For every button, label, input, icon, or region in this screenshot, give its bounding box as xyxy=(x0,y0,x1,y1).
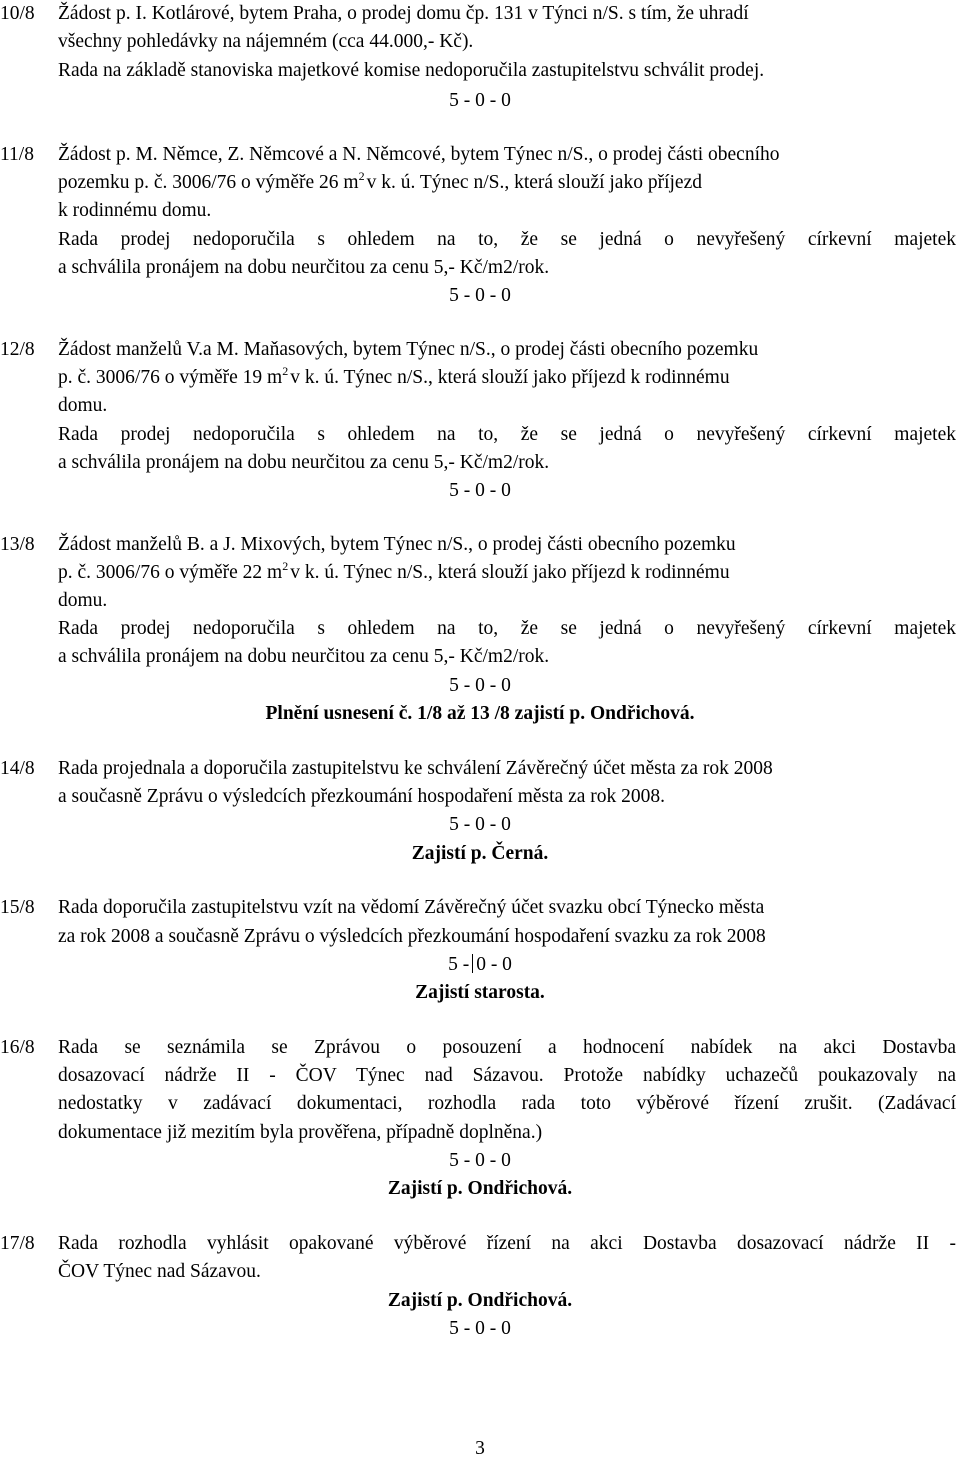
item-line: Žádost manželů V.a M. Maňasových, bytem Týnec n/S., o prodej části obecního pozemku xyxy=(58,339,759,360)
item-line-area xyxy=(58,171,702,195)
responsible-person: Zajistí p. Ondřichová. xyxy=(387,1178,573,1199)
area-text: pozemku p. č. 3006/76 o výměře 26 m xyxy=(58,172,359,193)
area-superscript: 2 xyxy=(282,559,289,573)
item-number: 12/8 xyxy=(0,339,35,360)
item-line: ČOV Týnec nad Sázavou. xyxy=(58,1261,261,1282)
item-line: Rada prodej nedoporučila s ohledem na to, že se jedná o nevyřešený církevní majetek xyxy=(58,618,956,639)
item-line: Rada se seznámila se Zprávou o posouzení a hodnocení nabídek na akci Dostavba xyxy=(58,1037,956,1058)
item-line: všechny pohledávky na nájemném (cca 44.000,- Kč). xyxy=(58,31,474,52)
area-text-rest: v k. ú. Týnec n/S., která slouží jako příjezd k rodinnému xyxy=(290,367,730,388)
item-line: Žádost manželů B. a J. Mixových, bytem Týnec n/S., o prodej části obecního pozemku xyxy=(58,534,736,555)
item-line: za rok 2008 a současně Zprávu o výsledcích přezkoumání hospodaření svazku za rok 2008 xyxy=(58,926,766,947)
item-line: nedostatky v zadávací dokumentaci, rozhodla rada toto výběrové řízení zrušit. (Zadávací xyxy=(58,1093,956,1114)
item-number: 11/8 xyxy=(0,144,34,165)
item-line: domu. xyxy=(58,590,108,611)
vote-result: 5 - 0 - 0 xyxy=(449,285,511,306)
vote-result xyxy=(0,953,960,977)
vote-result: 5 - 0 - 0 xyxy=(449,1318,511,1339)
item-number: 14/8 xyxy=(0,758,35,779)
responsible-person: Zajistí p. Ondřichová. xyxy=(387,1290,573,1311)
item-line: domu. xyxy=(58,395,108,416)
item-number: 10/8 xyxy=(0,3,35,24)
item-line: Rada rozhodla vyhlásit opakované výběrové řízení na akci Dostavba dosazovací nádrže II - xyxy=(58,1233,956,1254)
text-cursor xyxy=(472,954,473,973)
item-line: a současně Zprávu o výsledcích přezkoumání hospodaření města za rok 2008. xyxy=(58,786,666,807)
vote-result: 5 - 0 - 0 xyxy=(449,675,511,696)
item-line: a schválila pronájem na dobu neurčitou za cenu 5,- Kč/m2/rok. xyxy=(58,452,550,473)
area-superscript: 2 xyxy=(358,169,365,183)
page-number: 3 xyxy=(475,1438,485,1459)
area-text-rest: v k. ú. Týnec n/S., která slouží jako příjezd xyxy=(366,172,702,193)
item-line-area xyxy=(58,366,730,390)
vote-result-part: 5 - xyxy=(448,954,470,975)
area-text-rest: v k. ú. Týnec n/S., která slouží jako příjezd k rodinnému xyxy=(290,562,730,583)
area-text: p. č. 3006/76 o výměře 19 m xyxy=(58,367,283,388)
vote-result-part: 0 - 0 xyxy=(476,954,512,975)
item-number: 13/8 xyxy=(0,534,35,555)
item-line: dosazovací nádrže II - ČOV Týnec nad Sázavou. Protože nabídky uchazečů poukazovaly na xyxy=(58,1065,956,1086)
area-superscript: 2 xyxy=(282,364,289,378)
vote-result: 5 - 0 - 0 xyxy=(449,480,511,501)
responsible-person: Zajistí starosta. xyxy=(415,982,545,1003)
item-line: k rodinnému domu. xyxy=(58,200,212,221)
item-line: a schválila pronájem na dobu neurčitou za cenu 5,- Kč/m2/rok. xyxy=(58,257,550,278)
item-number: 17/8 xyxy=(0,1233,35,1254)
fulfilment-note: Plnění usnesení č. 1/8 až 13 /8 zajistí p. Ondřichová. xyxy=(265,703,695,724)
item-line: Rada doporučila zastupitelstvu vzít na vědomí Závěrečný účet svazku obcí Týnecko města xyxy=(58,897,765,918)
vote-result: 5 - 0 - 0 xyxy=(449,1150,511,1171)
responsible-person: Zajistí p. Černá. xyxy=(411,843,549,864)
item-line: Žádost p. M. Němce, Z. Němcové a N. Němcové, bytem Týnec n/S., o prodej části obecního xyxy=(58,144,780,165)
item-line: Žádost p. I. Kotlárové, bytem Praha, o prodej domu čp. 131 v Týnci n/S. s tím, že uhradí xyxy=(58,3,749,24)
vote-result: 5 - 0 - 0 xyxy=(449,90,511,111)
item-line-area xyxy=(58,561,730,585)
item-line: Rada prodej nedoporučila s ohledem na to, že se jedná o nevyřešený církevní majetek xyxy=(58,424,956,445)
vote-result: 5 - 0 - 0 xyxy=(449,814,511,835)
item-number: 15/8 xyxy=(0,897,35,918)
item-line: Rada na základě stanoviska majetkové komise nedoporučila zastupitelstvu schválit prodej. xyxy=(58,60,765,81)
item-number: 16/8 xyxy=(0,1037,35,1058)
item-line: Rada prodej nedoporučila s ohledem na to, že se jedná o nevyřešený církevní majetek xyxy=(58,229,956,250)
item-line: dokumentace již mezitím byla prověřena, případně doplněna.) xyxy=(58,1122,543,1143)
item-line: a schválila pronájem na dobu neurčitou za cenu 5,- Kč/m2/rok. xyxy=(58,646,550,667)
item-line: Rada projednala a doporučila zastupitelstvu ke schválení Závěrečný účet města za rok 2008 xyxy=(58,758,773,779)
area-text: p. č. 3006/76 o výměře 22 m xyxy=(58,562,283,583)
